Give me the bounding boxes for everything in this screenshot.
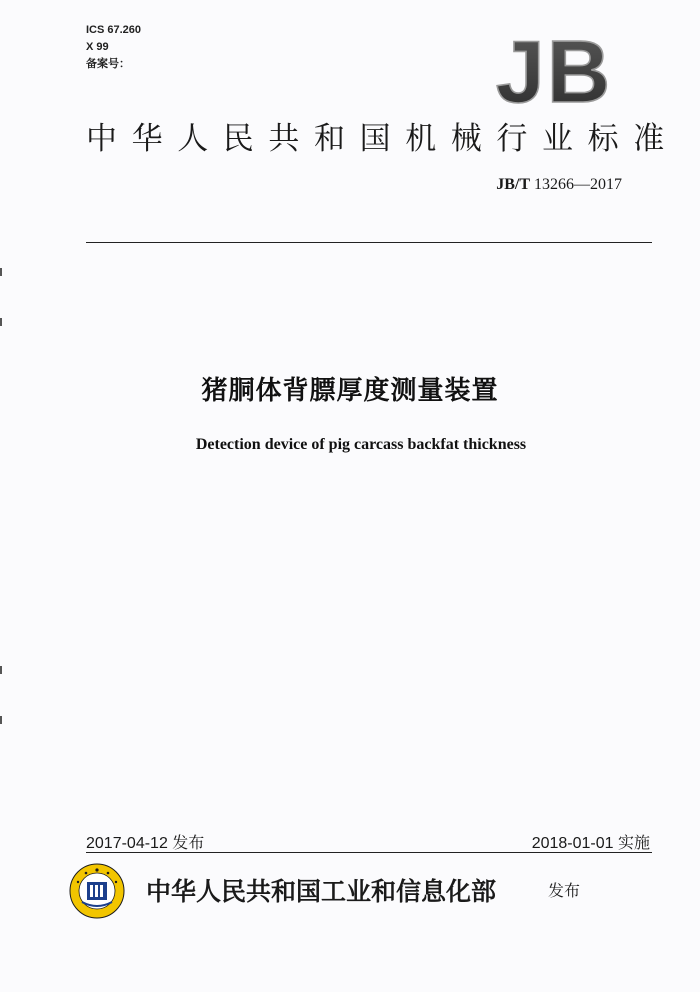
- jb-logo-text: JB: [495, 32, 613, 108]
- classification-code: X 99: [86, 41, 109, 53]
- filing-number-label: 备案号：: [86, 58, 130, 70]
- publisher-name: 中华人民共和国工业和信息化部: [146, 877, 497, 906]
- document-title-cn: 猪胴体背膘厚度测量装置: [201, 376, 499, 406]
- scan-mark: [0, 318, 2, 326]
- top-divider: [86, 242, 652, 243]
- scan-mark: [0, 716, 2, 724]
- scan-mark: [0, 268, 2, 276]
- ics-code: ICS 67.260: [86, 24, 142, 36]
- classification-block: [86, 22, 141, 73]
- document-title-en: Detection device of pig carcass backfat thickness: [195, 436, 527, 453]
- standard-number: [496, 176, 622, 194]
- issue-date: 2017-04-12 发布: [86, 835, 205, 852]
- scan-mark: [0, 666, 2, 674]
- bottom-divider: [86, 852, 652, 853]
- standard-category-title: 中华人民共和国机械行业标准: [86, 121, 679, 157]
- standard-number-value: 13266—2017: [530, 176, 622, 193]
- jb-logo-icon: [488, 32, 618, 108]
- implementation-date: 2018-01-01 实施: [531, 835, 650, 852]
- publisher-suffix: 发布: [548, 881, 581, 900]
- standard-number-prefix: JB/T: [496, 176, 530, 193]
- ministry-emblem-icon: [68, 862, 126, 920]
